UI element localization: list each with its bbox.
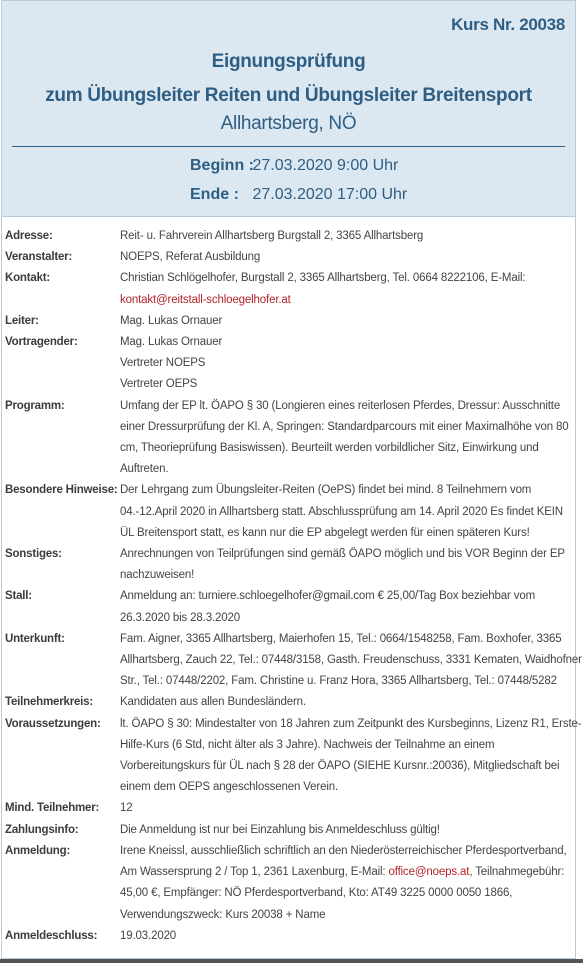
detail-label: Unterkunft: <box>5 632 65 645</box>
detail-value <box>120 480 577 544</box>
course-panel <box>1 0 582 959</box>
detail-value <box>120 268 577 310</box>
course-number: Kurs Nr. 20038 <box>451 15 565 34</box>
detail-line: Auftreten. <box>120 463 169 476</box>
detail-line: Vorbereitungskurs für ÜL nach § 28 der ÖAPO (SIEHE Kursnr.:20036), Mitgliedschaft bei <box>120 760 560 773</box>
detail-row <box>2 480 577 544</box>
detail-row <box>2 820 577 841</box>
detail-line: 26.3.2020 bis 28.3.2020 <box>120 611 240 624</box>
detail-line: Kandidaten aus allen Bundesländern. <box>120 696 306 709</box>
detail-line: 45,00 €, Empfänger: NÖ Pferdesportverband, Kto: AT49 3225 0000 0050 1866, <box>120 887 513 900</box>
course-location: Allhartsberg, NÖ <box>220 113 357 134</box>
detail-line: nachzuweisen! <box>120 569 195 582</box>
detail-row <box>2 311 577 332</box>
detail-line: Str., Tel.: 07448/2202, Fam. Christine u. Franz Hora, 3365 Allhartsberg, Tel.: 07448/5282 <box>120 675 557 688</box>
detail-value <box>120 841 577 926</box>
end-row <box>190 180 407 209</box>
detail-value <box>120 692 577 713</box>
course-details <box>2 226 582 947</box>
detail-label: Teilnehmerkreis: <box>5 696 93 709</box>
detail-label: Sonstiges: <box>5 548 62 561</box>
detail-label: Stall: <box>5 590 32 603</box>
title-line-2: zum Übungsleiter Reiten und Übungsleiter Breitensport <box>45 85 532 106</box>
detail-line: Anrechnungen von Teilprüfungen sind gemäß ÖAPO möglich und bis VOR Beginn der EP <box>120 548 565 561</box>
detail-row <box>2 692 577 713</box>
detail-line: 19.03.2020 <box>120 929 177 942</box>
detail-row <box>2 798 577 819</box>
detail-value <box>120 544 577 586</box>
detail-value <box>120 798 577 819</box>
detail-line: Anmeldung an: turniere.schloegelhofer@gmail.com € 25,00/Tag Box beziehbar vom <box>120 590 536 603</box>
detail-value <box>120 396 577 481</box>
horizontal-scrollbar[interactable] <box>0 959 583 963</box>
detail-line <box>120 862 571 883</box>
detail-line: ÜL Breitensport statt, es kann nur die EP abgelegt werden für einen späteren Kurs! <box>120 526 530 539</box>
detail-value <box>120 311 577 332</box>
detail-text: , Teilnahmegebühr: <box>469 866 565 879</box>
detail-line: Mag. Lukas Ornauer <box>120 314 223 327</box>
detail-row <box>2 841 577 926</box>
detail-value <box>120 247 577 268</box>
detail-row <box>2 926 577 947</box>
detail-line: lt. ÖAPO § 30: Mindestalter von 18 Jahren zum Zeitpunkt des Kursbeginns, Lizenz R1, Erste- <box>120 717 582 730</box>
detail-row <box>2 544 577 586</box>
detail-line: Irene Kneissl, ausschließlich schriftlich an den Niederösterreichischer Pferdesportverband, <box>120 844 567 857</box>
detail-line: einem dem OEPS angeschlossenen Verein. <box>120 781 339 794</box>
detail-row <box>2 247 577 268</box>
detail-line: Der Lehrgang zum Übungsleiter-Reiten (OePS) findet bei mind. 8 Teilnehmern vom <box>120 484 532 497</box>
course-title <box>2 45 575 113</box>
header-divider <box>12 146 565 147</box>
detail-text: Am Wassersprung 2 / Top 1, 2361 Laxenburg, E-Mail: <box>120 866 389 879</box>
detail-line: Umfang der EP lt. ÖAPO § 30 (Longieren eines reiterlosen Pferdes, Dressur: Ausschnitte <box>120 399 561 412</box>
detail-line: Christian Schlögelhofer, Burgstall 2, 3365 Allhartsberg, Tel. 0664 8222106, E-Mail: <box>120 272 526 285</box>
detail-value <box>120 332 577 396</box>
detail-label: Programm: <box>5 399 65 412</box>
detail-line: einer Dressurprüfung der Kl. A, Springen: Standardparcours mit einer Maximalhöhe von 80 <box>120 420 569 433</box>
detail-label: Leiter: <box>5 314 39 327</box>
detail-row <box>2 629 582 693</box>
detail-row <box>2 396 577 481</box>
detail-row <box>2 586 577 628</box>
detail-row <box>2 226 577 247</box>
detail-line: Hilfe-Kurs (6 Std, nicht älter als 3 Jahre). Nachweis der Teilnahme an einem <box>120 738 495 751</box>
detail-value <box>120 586 577 628</box>
detail-line: Vertreter OEPS <box>120 378 198 391</box>
detail-label: Zahlungsinfo: <box>5 823 79 836</box>
detail-line: Mag. Lukas Ornauer <box>120 336 223 349</box>
detail-label: Besondere Hinweise: <box>5 484 118 497</box>
detail-line: Verwendungszweck: Kurs 20038 + Name <box>120 908 326 921</box>
detail-value <box>120 926 577 947</box>
detail-line: Fam. Aigner, 3365 Allhartsberg, Maierhofen 15, Tel.: 0664/1548258, Fam. Boxhofer, 3365 <box>120 632 562 645</box>
detail-line: NOEPS, Referat Ausbildung <box>120 251 261 264</box>
detail-row <box>2 268 577 310</box>
detail-value <box>120 820 577 841</box>
detail-label: Mind. Teilnehmer: <box>5 802 100 815</box>
begin-row <box>190 151 407 180</box>
begin-value: 27.03.2020 9:00 Uhr <box>252 157 399 174</box>
detail-label: Anmeldeschluss: <box>5 929 98 942</box>
title-line-1: Eignungsprüfung <box>211 51 366 72</box>
detail-row <box>2 332 577 396</box>
detail-line: Die Anmeldung ist nur bei Einzahlung bis Anmeldeschluss gültig! <box>120 823 440 836</box>
end-label: Ende : <box>190 186 239 203</box>
course-dates <box>190 151 407 209</box>
detail-value <box>120 629 583 693</box>
email-link[interactable]: office@noeps.at <box>388 866 470 879</box>
detail-value <box>120 226 577 247</box>
detail-line: 12 <box>120 802 133 815</box>
detail-line: 04.-12.April 2020 in Allhartsberg statt. Abschlussprüfung am 14. April 2020 Es findet KEIN <box>120 505 563 518</box>
end-value: 27.03.2020 17:00 Uhr <box>252 186 408 203</box>
detail-label: Kontakt: <box>5 272 51 285</box>
email-link[interactable]: kontakt@reitstall-schloegelhofer.at <box>120 293 291 306</box>
detail-row <box>2 714 582 799</box>
detail-line: Vertreter NOEPS <box>120 357 206 370</box>
detail-label: Vortragender: <box>5 336 78 349</box>
detail-label: Voraussetzungen: <box>5 717 101 730</box>
detail-label: Anmeldung: <box>5 844 71 857</box>
course-header <box>2 1 575 217</box>
detail-label: Veranstalter: <box>5 251 73 264</box>
detail-line: cm, Theorieprüfung Basiswissen). Beurteilt werden vorbildlicher Sitz, Einwirkung und <box>120 442 539 455</box>
detail-label: Adresse: <box>5 230 53 242</box>
begin-label: Beginn : <box>190 157 254 174</box>
detail-line: Allhartsberg, Zauch 22, Tel.: 07448/3158, Gasth. Freudenschuss, 3331 Kematen, Waidhofner <box>120 654 582 667</box>
detail-value <box>120 714 583 799</box>
detail-line: Reit- u. Fahrverein Allhartsberg Burgstall 2, 3365 Allhartsberg <box>120 230 424 242</box>
